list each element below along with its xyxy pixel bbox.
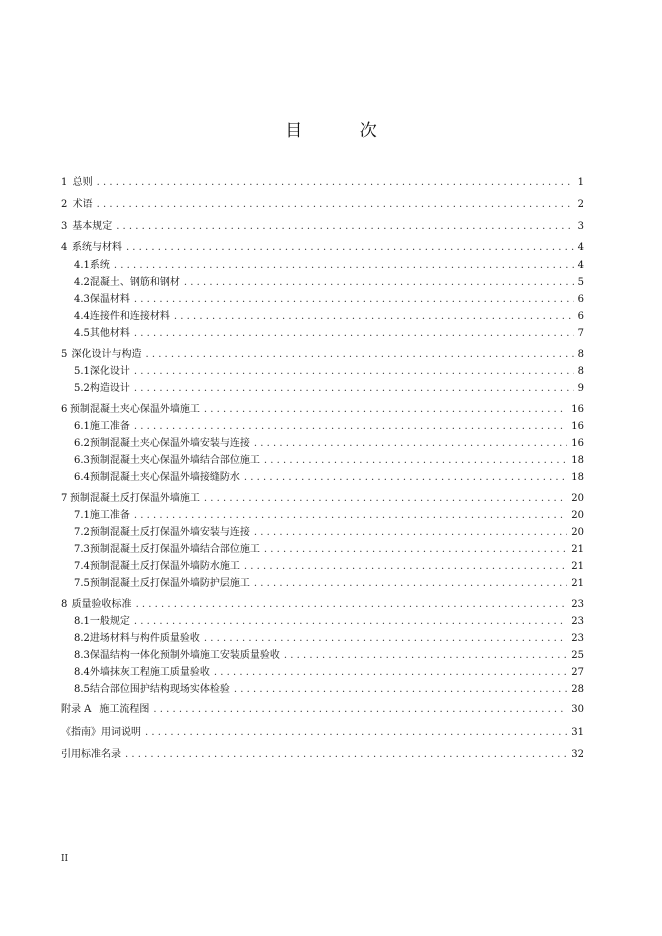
toc-entry-page: 4 bbox=[577, 260, 584, 271]
toc-entry-number: 6.4 bbox=[74, 472, 90, 483]
toc-entry-number: 5.2 bbox=[74, 383, 90, 394]
toc-entry-label: 预制混凝土夹心保温外墙接缝防水 bbox=[89, 472, 240, 483]
toc-entry-number: 8.2 bbox=[74, 633, 90, 644]
toc-entry[interactable] bbox=[74, 275, 584, 291]
toc-leader-dots bbox=[204, 402, 567, 418]
toc-entry-label: 外墙抹灰工程施工质量验收 bbox=[89, 667, 210, 678]
toc-entry[interactable] bbox=[74, 542, 584, 558]
toc-entry-number: 2 bbox=[61, 199, 68, 210]
toc-entry[interactable] bbox=[61, 240, 584, 256]
toc-entry-page: 18 bbox=[571, 472, 584, 483]
toc-entry-number: 1 bbox=[61, 177, 68, 188]
toc-entry-number: 8.3 bbox=[74, 650, 90, 661]
toc-entry-page: 8 bbox=[577, 366, 584, 377]
page-number-footer: II bbox=[61, 854, 69, 864]
toc-entry-label: 系统与材料 bbox=[71, 242, 122, 253]
toc-leader-dots bbox=[116, 219, 573, 235]
toc-leader-dots bbox=[234, 682, 567, 698]
toc-leader-dots bbox=[254, 436, 567, 452]
toc-entry-number: 7.1 bbox=[74, 510, 90, 521]
toc-leader-dots bbox=[204, 631, 567, 647]
toc-entry-page: 16 bbox=[571, 404, 584, 415]
toc-entry[interactable] bbox=[61, 175, 584, 191]
toc-entry-number: 8 bbox=[61, 599, 68, 610]
toc-entry-number: 6.1 bbox=[74, 421, 90, 432]
toc-entry-number: 6.2 bbox=[74, 438, 90, 449]
toc-entry[interactable] bbox=[74, 453, 584, 469]
toc-entry[interactable] bbox=[61, 219, 584, 235]
toc-entry-number: 8.1 bbox=[74, 616, 90, 627]
toc-entry-label: 保温结构一体化预制外墙施工安装质量验收 bbox=[89, 650, 280, 661]
toc-entry[interactable] bbox=[74, 631, 584, 647]
toc-entry-label: 施工准备 bbox=[89, 421, 130, 432]
toc-entry-number: 4.1 bbox=[74, 260, 90, 271]
toc-entry-page: 20 bbox=[571, 493, 584, 504]
toc-leader-dots bbox=[214, 665, 567, 681]
toc-entry-page: 21 bbox=[571, 561, 584, 572]
toc-entry[interactable] bbox=[74, 614, 584, 630]
toc-entry-number: 4.4 bbox=[74, 311, 90, 322]
toc-leader-dots bbox=[134, 326, 574, 342]
toc-entry-number: 3 bbox=[61, 221, 68, 232]
toc-entry-number: 7 bbox=[61, 493, 68, 504]
toc-leader-dots bbox=[134, 419, 567, 435]
toc-entry-number: 7.2 bbox=[74, 527, 90, 538]
toc-entry-page: 21 bbox=[571, 578, 584, 589]
toc-entry-number: 5.1 bbox=[74, 366, 90, 377]
toc-leader-dots bbox=[134, 364, 574, 380]
toc-entry-label: 术语 bbox=[72, 199, 93, 210]
toc-entry-number: 4.5 bbox=[74, 328, 90, 339]
toc-entry-number: 6 bbox=[61, 404, 68, 415]
toc-entry[interactable] bbox=[61, 402, 584, 418]
toc-leader-dots bbox=[134, 508, 567, 524]
toc-leader-dots bbox=[174, 309, 574, 325]
toc-entry-number: 4.2 bbox=[74, 277, 90, 288]
toc-entry[interactable] bbox=[61, 725, 584, 741]
toc-entry-page: 9 bbox=[577, 383, 584, 394]
toc-entry-label: 预制混凝土反打保温外墙施工 bbox=[69, 493, 200, 504]
toc-entry-page: 30 bbox=[571, 704, 584, 715]
toc-leader-dots bbox=[264, 542, 567, 558]
toc-entry-page: 23 bbox=[571, 616, 584, 627]
toc-leader-dots bbox=[153, 702, 567, 718]
toc-entry-page: 32 bbox=[571, 749, 584, 760]
toc-entry-page: 28 bbox=[571, 684, 584, 695]
toc-entry-page: 21 bbox=[571, 544, 584, 555]
toc-entry-label: 施工准备 bbox=[89, 510, 130, 521]
toc-entry-number: 7.4 bbox=[74, 561, 90, 572]
toc-entry-label: 构造设计 bbox=[89, 383, 130, 394]
toc-entry[interactable] bbox=[74, 559, 584, 575]
toc-entry[interactable] bbox=[61, 197, 584, 213]
toc-entry-label: 混凝土、钢筋和钢材 bbox=[89, 277, 180, 288]
toc-leader-dots bbox=[97, 197, 574, 213]
toc-entry[interactable] bbox=[61, 491, 584, 507]
toc-entry-number: 附录 A bbox=[61, 704, 92, 715]
toc-entry-number: 4.3 bbox=[74, 294, 90, 305]
toc-entry-page: 20 bbox=[571, 527, 584, 538]
toc-entry-label: 连接件和连接材料 bbox=[89, 311, 170, 322]
toc-leader-dots bbox=[184, 275, 574, 291]
toc-entry[interactable] bbox=[74, 381, 584, 397]
toc-entry[interactable] bbox=[74, 419, 584, 435]
toc-leader-dots bbox=[134, 381, 574, 397]
toc-entry-label: 预制混凝土夹心保温外墙安装与连接 bbox=[89, 438, 250, 449]
toc-entry[interactable] bbox=[74, 258, 584, 274]
toc-entry[interactable] bbox=[74, 682, 584, 698]
toc-entry-label: 基本规定 bbox=[72, 221, 113, 232]
toc-entry-page: 7 bbox=[577, 328, 584, 339]
toc-leader-dots bbox=[145, 347, 573, 363]
toc-entry-page: 16 bbox=[571, 421, 584, 432]
toc-entry[interactable] bbox=[74, 665, 584, 681]
toc-entry-label: 预制混凝土反打保温外墙防护层施工 bbox=[89, 578, 250, 589]
toc-entry-number: 6.3 bbox=[74, 455, 90, 466]
toc-entry-label: 预制混凝土夹心保温外墙施工 bbox=[69, 404, 200, 415]
toc-leader-dots bbox=[136, 597, 568, 613]
toc-entry-label: 系统 bbox=[89, 260, 110, 271]
toc-leader-dots bbox=[145, 725, 567, 741]
toc-leader-dots bbox=[244, 559, 567, 575]
toc-entry-page: 6 bbox=[577, 294, 584, 305]
toc-leader-dots bbox=[244, 470, 567, 486]
toc-entry-page: 2 bbox=[577, 199, 584, 210]
toc-entry[interactable] bbox=[74, 648, 584, 664]
toc-entry[interactable] bbox=[74, 525, 584, 541]
toc-entry[interactable] bbox=[74, 436, 584, 452]
toc-leader-dots bbox=[134, 614, 567, 630]
toc-entry[interactable] bbox=[74, 470, 584, 486]
toc-leader-dots bbox=[97, 175, 574, 191]
toc-entry-number: 5 bbox=[61, 349, 68, 360]
toc-entry-page: 1 bbox=[577, 177, 584, 188]
toc-entry-page: 20 bbox=[571, 510, 584, 521]
toc-entry-page: 4 bbox=[577, 242, 584, 253]
toc-entry[interactable] bbox=[74, 576, 584, 592]
toc-entry-page: 18 bbox=[571, 455, 584, 466]
toc-entry-label: 其他材料 bbox=[89, 328, 130, 339]
toc-leader-dots bbox=[254, 525, 567, 541]
toc-entry[interactable] bbox=[74, 364, 584, 380]
toc-entry-page: 16 bbox=[571, 438, 584, 449]
toc-entry-number: 7.5 bbox=[74, 578, 90, 589]
toc-entry[interactable] bbox=[61, 747, 584, 763]
toc-leader-dots bbox=[204, 491, 567, 507]
toc-entry-label: 深化设计与构造 bbox=[71, 349, 142, 360]
toc-leader-dots bbox=[254, 576, 567, 592]
toc-entry-number: 8.4 bbox=[74, 667, 90, 678]
page-title: 目 次 bbox=[285, 121, 403, 141]
toc-entry-label: 深化设计 bbox=[89, 366, 130, 377]
toc-entry-number: 4 bbox=[61, 242, 68, 253]
toc-entry-page: 23 bbox=[571, 633, 584, 644]
toc-entry-label: 进场材料与构件质量验收 bbox=[89, 633, 200, 644]
toc-entry-page: 25 bbox=[571, 650, 584, 661]
toc-entry-page: 23 bbox=[571, 599, 584, 610]
toc-entry-page: 3 bbox=[577, 221, 584, 232]
toc-entry-label: 一般规定 bbox=[89, 616, 130, 627]
toc-entry-page: 31 bbox=[571, 727, 584, 738]
toc-entry[interactable] bbox=[74, 326, 584, 342]
toc-entry[interactable] bbox=[74, 309, 584, 325]
toc-entry-label: 总则 bbox=[72, 177, 93, 188]
toc-entry-page: 5 bbox=[577, 277, 584, 288]
toc-entry-label: 《指南》用词说明 bbox=[61, 727, 141, 738]
toc-entry-number: 8.5 bbox=[74, 684, 90, 695]
toc-leader-dots bbox=[264, 453, 567, 469]
toc-entry-page: 27 bbox=[571, 667, 584, 678]
toc-entry-label: 预制混凝土反打保温外墙防水施工 bbox=[89, 561, 240, 572]
toc-entry-label: 施工流程图 bbox=[99, 704, 150, 715]
toc-entry-label: 预制混凝土夹心保温外墙结合部位施工 bbox=[89, 455, 260, 466]
toc-entry-label: 保温材料 bbox=[89, 294, 130, 305]
toc-entry[interactable] bbox=[61, 347, 584, 363]
toc-entry[interactable] bbox=[74, 508, 584, 524]
toc-leader-dots bbox=[125, 747, 567, 763]
toc-entry[interactable] bbox=[61, 702, 584, 718]
toc-entry[interactable] bbox=[74, 292, 584, 308]
toc-entry-label: 质量验收标准 bbox=[71, 599, 132, 610]
toc-entry-label: 引用标准名录 bbox=[61, 749, 121, 760]
toc-entry-number: 7.3 bbox=[74, 544, 90, 555]
toc-entry-label: 预制混凝土反打保温外墙结合部位施工 bbox=[89, 544, 260, 555]
toc-leader-dots bbox=[134, 292, 574, 308]
toc-entry-label: 预制混凝土反打保温外墙安装与连接 bbox=[89, 527, 250, 538]
toc-entry-label: 结合部位围护结构现场实体检验 bbox=[89, 684, 230, 695]
toc-entry[interactable] bbox=[61, 597, 584, 613]
toc-leader-dots bbox=[126, 240, 574, 256]
toc-entry-page: 6 bbox=[577, 311, 584, 322]
toc-leader-dots bbox=[114, 258, 574, 274]
toc-leader-dots bbox=[284, 648, 567, 664]
toc-entry-page: 8 bbox=[577, 349, 584, 360]
